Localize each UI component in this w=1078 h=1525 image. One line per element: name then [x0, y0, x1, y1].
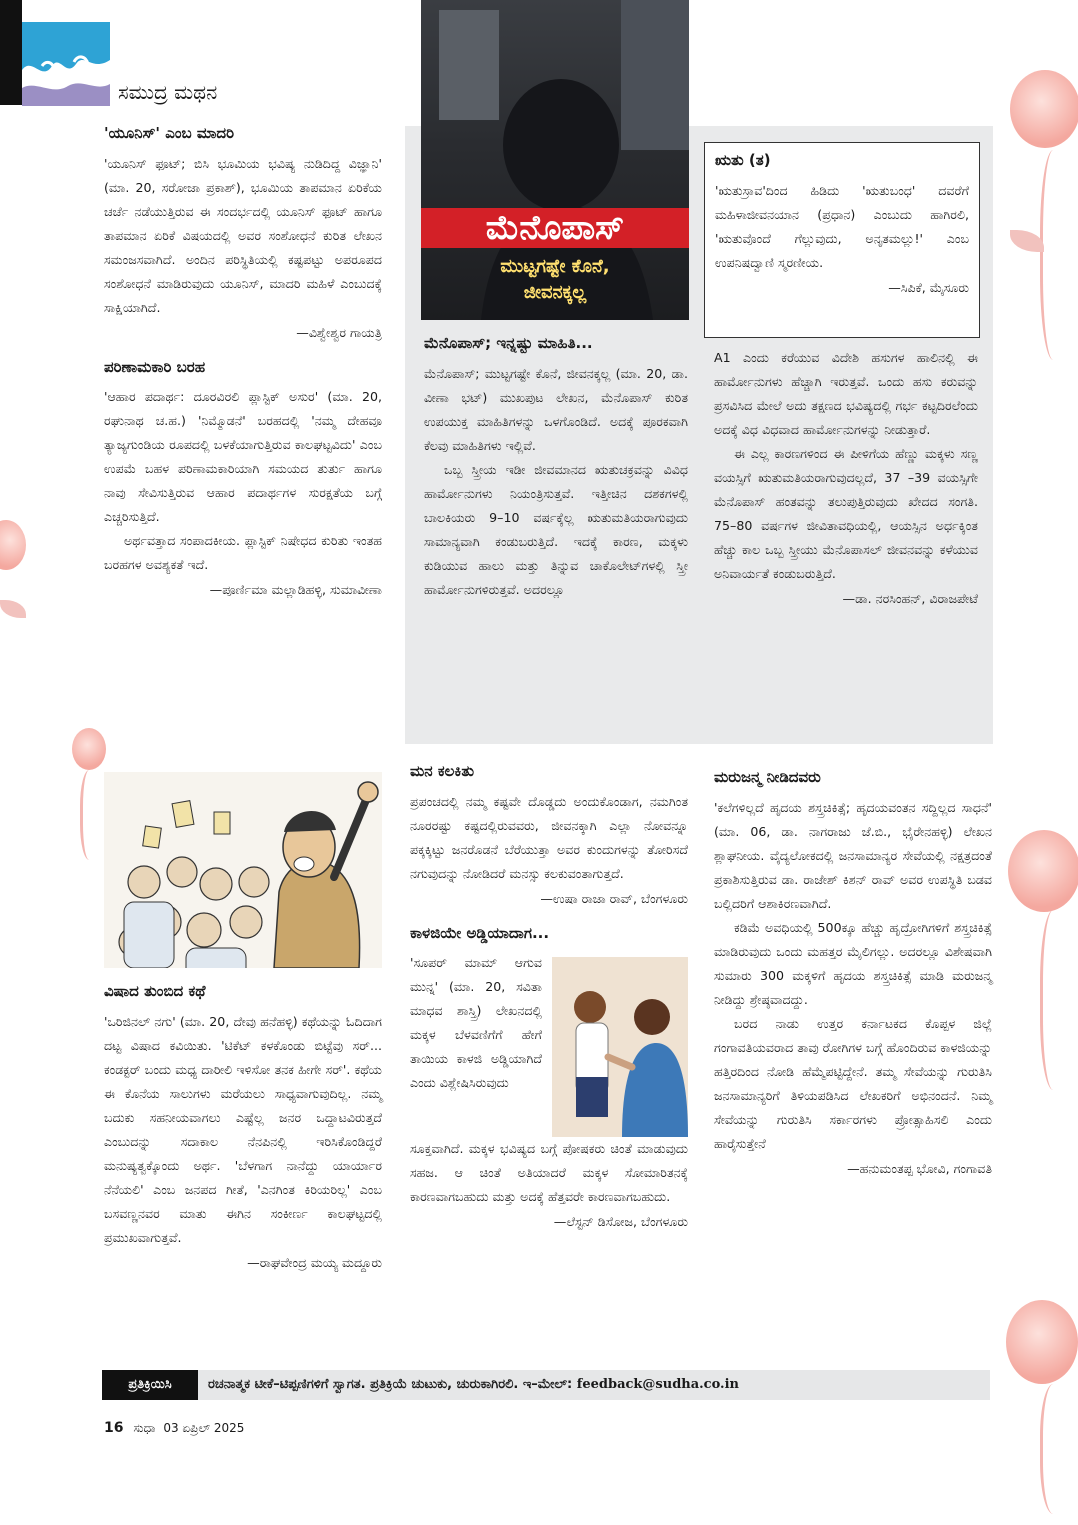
letter-body: A1 ಎಂದು ಕರೆಯುವ ವಿದೇಶಿ ಹಸುಗಳ ಹಾಲಿನಲ್ಲಿ ಈ ಹಾರ್ಮೋನುಗಳು ಹೆಚ್ಚಾಗಿ ಇರುತ್ತವೆ. ಒಂದು ಹಸು ಕರುವನ್ನು ಪ್ರಸವಿಸಿದ ಮೇಲೆ ಅದು ತಕ್ಷಣದ ಭವಿಷ್ಯದಲ್ಲಿ ಗರ್ಭ ಕಟ್ಟದಿರಲೆಂದು ಅದಕ್ಕೆ ವಿಧ ವಿಧವಾದ ಹಾರ್ಮೋನುಗಳನ್ನು ನೀಡುತ್ತಾರೆ.	[714, 350, 978, 437]
letter-body: 'ಒರಿಜಿನಲ್ ನಗು' (ಮಾ. 20, ದೇವು ಹನೆಹಳ್ಳಿ) ಕಥೆಯನ್ನು ಓದಿದಾಗ ದಟ್ಟ ವಿಷಾದ ಕವಿಯಿತು. 'ಟಿಕೆಟ್ ಕಳಕೊಂಡು ಬಿಟ್ಟೆವು ಸರ್... ಕಂಡಕ್ಟರ್ ಬಂದು ಮಧ್ಯ ದಾರೀಲಿ ಇಳಿಸೋ ತನಕ ಹೀಗೇ ಸರ್'. ಕಥೆಯ ಈ ಕೊನೆಯ ಸಾಲುಗಳು ಮರೆಯಲು ಸಾಧ್ಯವಾಗುವುದಿಲ್ಲ. ನಮ್ಮ ಬದುಕು ಸಹನೀಯವಾಗಲು ಎಷ್ಟೆಲ್ಲ ಜನರ ಒದ್ದಾಟವಿರುತ್ತದೆ ಎಂಬುದನ್ನು ಸದಾಕಾಲ ನೆನಪಿನಲ್ಲಿ ಇರಿಸಿಕೊಂಡಿದ್ದರೆ ಮನುಷ್ಯತ್ವಕ್ಕೊಂದು ಅರ್ಥ. 'ಬೆಳಗಾಗ ನಾನೆದ್ದು ಯಾರ್ಯಾರ ನೆನೆಯಲಿ' ಎಂಬ ಜನಪದ ಗೀತೆ, 'ಎನಗಿಂತ ಕಿರಿಯರಿಲ್ಲ' ಎಂಬ ಬಸವಣ್ಣನವರ ಮಾತು ಈಗಿನ ಸಂಕೀರ್ಣ ಕಾಲಘಟ್ಟದಲ್ಲಿ ಪ್ರಮುಖವಾಗುತ್ತವೆ.	[104, 1013, 382, 1245]
letter-title: ಪರಿಣಾಮಕಾರಿ ಬರಹ	[104, 357, 206, 376]
black-edge-strip	[0, 0, 22, 105]
letter-body: ಮೆನೊಪಾಸ್; ಮುಟ್ಟಗಷ್ಟೇ ಕೊನೆ, ಜೀವನಕ್ಕಲ್ಲ (ಮಾ. 20, ಡಾ. ವೀಣಾ ಭಟ್) ಮುಖಪುಟ ಲೇಖನ, ಮೆನೊಪಾಸ್ ಕುರಿತ ಉಪಯುಕ್ತ ಮಾಹಿತಿಗಳನ್ನು ಒಳಗೊಂಡಿದೆ. ಅದಕ್ಕೆ ಪೂರಕವಾಗಿ ಕೆಲವು ಮಾಹಿತಿಗಳು ಇಲ್ಲಿವೆ.	[424, 365, 688, 453]
letter-author: —ರಾಘವೇಂದ್ರ ಮಯ್ಯ ಮದ್ದೂರು	[247, 1254, 382, 1270]
column-middle-top	[424, 334, 688, 602]
rose-stem	[1040, 910, 1073, 1090]
column-right-bottom	[714, 768, 992, 1194]
letter-author: —ಪೂರ್ಣಿಮಾ ಮಲ್ಲಾಡಿಹಳ್ಳಿ, ಸುಮಾವೀಣಾ	[209, 582, 382, 597]
cover-title: ಮೆನೊಪಾಸ್	[421, 208, 689, 248]
letter-body: ಅರ್ಥವತ್ತಾದ ಸಂಪಾದಕೀಯ. ಪ್ಲಾಸ್ಟಿಕ್ ನಿಷೇಧದ ಕುರಿತು ಇಂತಹ ಬರಹಗಳ ಅವಶ್ಯಕತೆ ಇದೆ.	[104, 533, 382, 572]
wave-icon	[22, 22, 110, 106]
feedback-message: ರಚನಾತ್ಮಕ ಟೀಕೆ–ಟಿಪ್ಪಣಿಗಳಿಗೆ ಸ್ವಾಗತ. ಪ್ರತಿಕ್ರಿಯೆ ಚುಟುಕು, ಚುರುಕಾಗಿರಲಿ. ಇ–ಮೇಲ್:	[208, 1377, 573, 1392]
letter-author: —ವಿಶ್ವೇಶ್ವರ ಗಾಯತ್ರಿ	[296, 324, 382, 340]
letter-body: ಕಡಿಮೆ ಅವಧಿಯಲ್ಲಿ 500ಕ್ಕೂ ಹೆಚ್ಚು ಹೃದ್ರೋಗಿಗಳಿಗೆ ಶಸ್ತ್ರಚಿಕಿತ್ಸೆ ಮಾಡಿರುವುದು ಒಂದು ಮಹತ್ತರ ಮೈಲಿಗಲ್ಲು. ಅದರಲ್ಲೂ ವಿಶೇಷವಾಗಿ ಸುಮಾರು 300 ಮಕ್ಕಳಿಗೆ ಹೃದಯ ಶಸ್ತ್ರಚಿಕಿತ್ಸೆ ಮಾಡಿ ಮರುಜನ್ಮ ನೀಡಿದ್ದು ಶ್ರೇಷ್ಠವಾದದ್ದು.	[714, 919, 992, 1007]
letter-title: ಮನ ಕಲಕಿತು	[410, 762, 475, 780]
letter-title: ಮರುಜನ್ಮ ನೀಡಿದವರು	[714, 768, 821, 786]
rose-stem	[1040, 1384, 1073, 1514]
section-title: ಸಮುದ್ರ ಮಥನ	[118, 80, 218, 104]
letter-title: ಮೆನೊಪಾಸ್; ಇನ್ನಷ್ಟು ಮಾಹಿತಿ...	[424, 334, 593, 352]
letter-body: ಈ ಎಲ್ಲ ಕಾರಣಗಳಿಂದ ಈ ಪೀಳಿಗೆಯ ಹೆಣ್ಣು ಮಕ್ಕಳು ಸಣ್ಣ ವಯಸ್ಸಿಗೆ ಋತುಮತಿಯರಾಗುವುದಲ್ಲದೆ, 37 –39 ವಯಸ್ಸಿಗೇ ಮೆನೊಪಾಸ್ ಹಂತವನ್ನು ತಲುಪುತ್ತಿರುವುದು ಖೇದದ ಸಂಗತಿ. 75–80 ವರ್ಷಗಳ ಜೀವಿತಾವಧಿಯಲ್ಲಿ, ಆಯಸ್ಸಿನ ಅರ್ಧಕ್ಕಿಂತ ಹೆಚ್ಚು ಕಾಲ ಒಬ್ಬ ಸ್ತ್ರೀಯು ಮೆನೊಪಾಸಲ್ ಜೀವನವನ್ನು ಕಳೆಯುವ ಅನಿವಾರ್ಯತೆ ಕಂಡುಬರುತ್ತಿದೆ.	[714, 446, 978, 581]
letter-author: —ಹನುಮಂತಪ್ಪ ಭೋವಿ, ಗಂಗಾವತಿ	[847, 1160, 992, 1176]
issue-date: 03 ಏಪ್ರಿಲ್ 2025	[163, 1421, 245, 1435]
letter-author: —ಸಿಪಿಕೆ, ಮೈಸೂರು	[888, 279, 969, 295]
letter-body: 'ಸೂಪರ್ ಮಾಮ್ ಆಗುವ ಮುನ್ನ' (ಮಾ. 20, ಸವಿತಾ ಮಾಧವ ಶಾಸ್ತ್ರಿ) ಲೇಖನದಲ್ಲಿ ಮಕ್ಕಳ ಬೆಳವಣಿಗೆಗೆ ಹೇಗೆ ತಾಯಿಯ ಕಾಳಜಿ ಅಡ್ಡಿಯಾಗಿದೆ ಎಂದು ವಿಶ್ಲೇಷಿಸಿರುವುದು	[410, 955, 542, 1090]
rose-decoration	[72, 728, 106, 770]
letter-title: 'ಯೂನಿಸ್' ಎಂಬ ಮಾದರಿ	[104, 124, 235, 142]
rose-decoration	[1006, 1300, 1078, 1384]
feedback-label: ಪ್ರತಿಕ್ರಿಯಿಸಿ	[102, 1370, 198, 1400]
rose-stem	[1040, 150, 1073, 360]
letter-title: ವಿಷಾದ ತುಂಬಿದ ಕಥೆ	[104, 982, 206, 1000]
letter-ruthu-box	[704, 142, 980, 338]
letter-body: 'ಆಹಾರ ಪದಾರ್ಥ: ದೂರವಿರಲಿ ಪ್ಲಾಸ್ಟಿಕ್ ಅಸುರ' (ಮಾ. 20, ರಘುನಾಥ ಚ.ಹ.) 'ನಿಮ್ಮೊಡನೆ' ಬರಹದಲ್ಲಿ 'ನಮ್ಮ ದೇಹವೂ ತ್ಯಾಜ್ಯಗುಂಡಿಯ ರೂಪದಲ್ಲಿ ಬಳಕೆಯಾಗುತ್ತಿರುವ ಕಾಲಘಟ್ಟವಿದು' ಎಂಬ ಉಪಮೆ ಬಹಳ ಪರಿಣಾಮಕಾರಿಯಾಗಿ ಸಮಯದ ತುರ್ತು ಹಾಗೂ ನಾವು ಸೇವಿಸುತ್ತಿರುವ ಆಹಾರ ಪದಾರ್ಥಗಳ ಸುರಕ್ಷತೆಯ ಬಗ್ಗೆ ಎಚ್ಚರಿಸುತ್ತಿದೆ.	[104, 389, 382, 524]
letter-body: ಪ್ರಪಂಚದಲ್ಲಿ ನಮ್ಮ ಕಷ್ಟವೇ ದೊಡ್ಡದು ಅಂದುಕೊಂಡಾಗ, ನಮಗಿಂತ ನೂರರಷ್ಟು ಕಷ್ಟದಲ್ಲಿರುವವರು, ಜೀವನಕ್ಕಾಗಿ ಎಲ್ಲಾ ನೋವನ್ನೂ ಪಕ್ಕಕ್ಕಿಟ್ಟು ಜನರೊಡನೆ ಬೆರೆಯುತ್ತಾ ಅವರ ಕುಂದುಗಳನ್ನು ತೋರಿಸದೆ ನಗುವುದನ್ನು ನೋಡಿದರೆ ಮನಸ್ಸು ಕಲಕುವಂತಾಗುತ್ತದೆ.	[410, 793, 688, 881]
cover-subtitle: ಜೀವನಕ್ಕಲ್ಲ	[523, 282, 587, 303]
column-middle-bottom	[410, 762, 688, 1247]
section-logo	[22, 22, 110, 106]
cartoon-illustration	[104, 772, 382, 968]
rose-decoration	[1010, 70, 1078, 148]
letter-marujanma	[714, 768, 992, 1180]
feedback-email-link[interactable]: feedback@sudha.co.in	[576, 1377, 739, 1392]
feedback-text	[208, 1370, 739, 1400]
leaf-decoration	[0, 600, 26, 618]
magazine-name: ಸುಧಾ	[133, 1421, 156, 1435]
letter-body: 'ಋತುಸ್ರಾವ'ದಿಂದ ಹಿಡಿದು 'ಋತುಬಂಧ' ದವರೆಗೆ ಮಹಿಳಾಜೀವನಯಾನ (ಪ್ರಧಾನ) ಎಂಬುದು ಹಾಗಿರಲಿ, 'ಋತುವೊಂದೆ ಗೆಲ್ಲುವುದು, ಅನೃತಮಲ್ಲು!' ಎಂಬ ಉಪನಿಷದ್ವಾಣಿ ಸ್ಮರಣೀಯ.	[715, 182, 969, 270]
letter-eunice	[104, 124, 382, 344]
rose-decoration	[0, 520, 26, 570]
letter-title: ಕಾಳಜಿಯೇ ಅಡ್ಡಿಯಾದಾಗ...	[410, 923, 550, 942]
rose-decoration	[1008, 830, 1078, 912]
letter-body: 'ಕಲೆಗಳಿಲ್ಲದೆ ಹೃದಯ ಶಸ್ತ್ರಚಿಕಿತ್ಸೆ; ಹೃದಯವಂತನ ಸದ್ದಿಲ್ಲದ ಸಾಧನೆ' (ಮಾ. 06, ಡಾ. ನಾಗರಾಜು ಜೆ.ಬಿ., ಭೈರೇನಹಳ್ಳಿ) ಲೇಖನ ಶ್ಲಾಘನೀಯ. ವೈದ್ಯಲೋಕದಲ್ಲಿ ಜನಸಾಮಾನ್ಯರ ಸೇವೆಯಲ್ಲಿ ನಕ್ಷತ್ರದಂತೆ ಪ್ರಕಾಶಿಸುತ್ತಿರುವ ಡಾ. ರಾಜೇಶ್ ಕಿಶನ್ ರಾವ್ ಅವರ ಉಪಸ್ಥಿತಿ ಬಡವ ಬಲ್ಲಿದರಿಗೆ ಆಶಾಕಿರಣವಾಗಿದೆ.	[714, 799, 992, 911]
page-footer	[104, 1418, 244, 1438]
letter-body: ಒಬ್ಬ ಸ್ತ್ರೀಯ ಇಡೀ ಜೀವಮಾನದ ಋತುಚಕ್ರವನ್ನು ವಿವಿಧ ಹಾರ್ಮೋನುಗಳು ನಿಯಂತ್ರಿಸುತ್ತವೆ. ಇತ್ತೀಚಿನ ದಶಕಗಳಲ್ಲಿ ಬಾಲಕಿಯರು 9–10 ವರ್ಷಕ್ಕೆಲ್ಲ ಋತುಮತಿಯರಾಗುವುದು ಸಾಮಾನ್ಯವಾಗಿ ಕಂಡುಬರುತ್ತಿದೆ. ಇದಕ್ಕೆ ಕಾರಣ, ಮಕ್ಕಳು ಕುಡಿಯುವ ಹಾಲು ಮತ್ತು ತಿನ್ನುವ ಚಾಕೊಲೇಟ್‌ಗಳಲ್ಲಿ ಸ್ತ್ರೀ ಹಾರ್ಮೋನುಗಳಿರುತ್ತವೆ. ಅದರಲ್ಲೂ	[424, 461, 688, 597]
letter-body: ಸೂಕ್ತವಾಗಿದೆ. ಮಕ್ಕಳ ಭವಿಷ್ಯದ ಬಗ್ಗೆ ಪೋಷಕರು ಚಿಂತೆ ಮಾಡುವುದು ಸಹಜ. ಆ ಚಿಂತೆ ಅತಿಯಾದರೆ ಮಕ್ಕಳ ಸೋಮಾರಿತನಕ್ಕೆ ಕಾರಣವಾಗಬಹುದು ಮತ್ತು ಅದಕ್ಕೆ ಹೆತ್ತವರೇ ಕಾರಣವಾಗಬಹುದು.	[410, 1141, 688, 1204]
letter-author: —ಉಷಾ ರಾಜಾ ರಾವ್, ಬೆಂಗಳೂರು	[540, 890, 688, 906]
column-right-top	[714, 346, 978, 624]
letter-mana	[410, 762, 688, 910]
letter-body: 'ಯೂನಿಸ್ ಫೂಟ್; ಬಿಸಿ ಭೂಮಿಯ ಭವಿಷ್ಯ ನುಡಿದಿದ್ದ ವಿಜ್ಞಾನಿ' (ಮಾ. 20, ಸರೋಜಾ ಪ್ರಕಾಶ್), ಭೂಮಿಯ ತಾಪಮಾನ ಏರಿಕೆಯ ಚರ್ಚೆ ನಡೆಯುತ್ತಿರುವ ಈ ಸಂದರ್ಭದಲ್ಲಿ ಯೂನಿಸ್ ಫೂಟ್ ಹಾಗೂ ತಾಪಮಾನ ಏರಿಕೆ ವಿಷಯದಲ್ಲಿ ಅವರ ಸಂಶೋಧನೆ ಕುರಿತ ಲೇಖನ ಸಮಂಜಸವಾಗಿದೆ. ಅಂದಿನ ಪರಿಸ್ಥಿತಿಯಲ್ಲಿ ಕಷ್ಟಪಟ್ಟು ಅಪರೂಪದ ಸಂಶೋಧನೆ ಮಾಡಿರುವುದು ಯೂನಿಸ್, ಮಾದರಿ ಮಹಿಳೆ ಎಂಬುದಕ್ಕೆ ಸಾಕ್ಷಿಯಾಗಿದೆ.	[104, 155, 382, 315]
letter-parinaama	[104, 358, 382, 602]
feedback-bar	[102, 1370, 990, 1400]
leaf-decoration	[1010, 230, 1044, 252]
letter-body: ಬರದ ನಾಡು ಉತ್ತರ ಕರ್ನಾಟಕದ ಕೊಪ್ಪಳ ಜಿಲ್ಲೆ ಗಂಗಾವತಿಯವರಾದ ತಾವು ರೋಗಿಗಳ ಬಗ್ಗೆ ಹೊಂದಿರುವ ಕಾಳಜಿಯನ್ನು ಹತ್ತಿರದಿಂದ ನೋಡಿ ಹೆಮ್ಮೆಪಟ್ಟಿದ್ದೇನೆ. ತಮ್ಮ ಸೇವೆಯನ್ನು ಗುರುತಿಸಿ ಜನಸಾಮಾನ್ಯರಿಗೆ ತಿಳಿಯಪಡಿಸಿದ ಲೇಖಕರಿಗೆ ಅಭಿನಂದನೆ. ನಿಮ್ಮ ಸೇವೆಯನ್ನು ಗುರುತಿಸಿ ಸರ್ಕಾರಗಳು ಪ್ರೋತ್ಸಾಹಿಸಲಿ ಎಂದು ಹಾರೈಸುತ್ತೇನೆ	[714, 1015, 992, 1151]
letter-kaalaji	[410, 924, 688, 1234]
page-number: 16	[104, 1420, 124, 1436]
cover-subtitle: ಮುಟ್ಟಗಷ್ಟೇ ಕೊನೆ,	[500, 256, 610, 277]
mother-child-photo	[552, 957, 688, 1137]
column-left-bottom	[104, 982, 382, 1288]
menopause-cover-image	[421, 0, 689, 320]
column-left	[104, 124, 382, 615]
letter-title: ಋತು (ತ)	[715, 151, 771, 169]
letter-author: —ಡಾ. ನರಸಿಂಹನ್, ವಿರಾಜಪೇಟೆ	[842, 591, 978, 606]
rose-stem	[80, 770, 103, 860]
letter-vishaada	[104, 982, 382, 1274]
letter-author: —ಲೆಸ್ಟನ್ ಡಿಸೋಜ, ಬೆಂಗಳೂರು	[553, 1214, 688, 1229]
